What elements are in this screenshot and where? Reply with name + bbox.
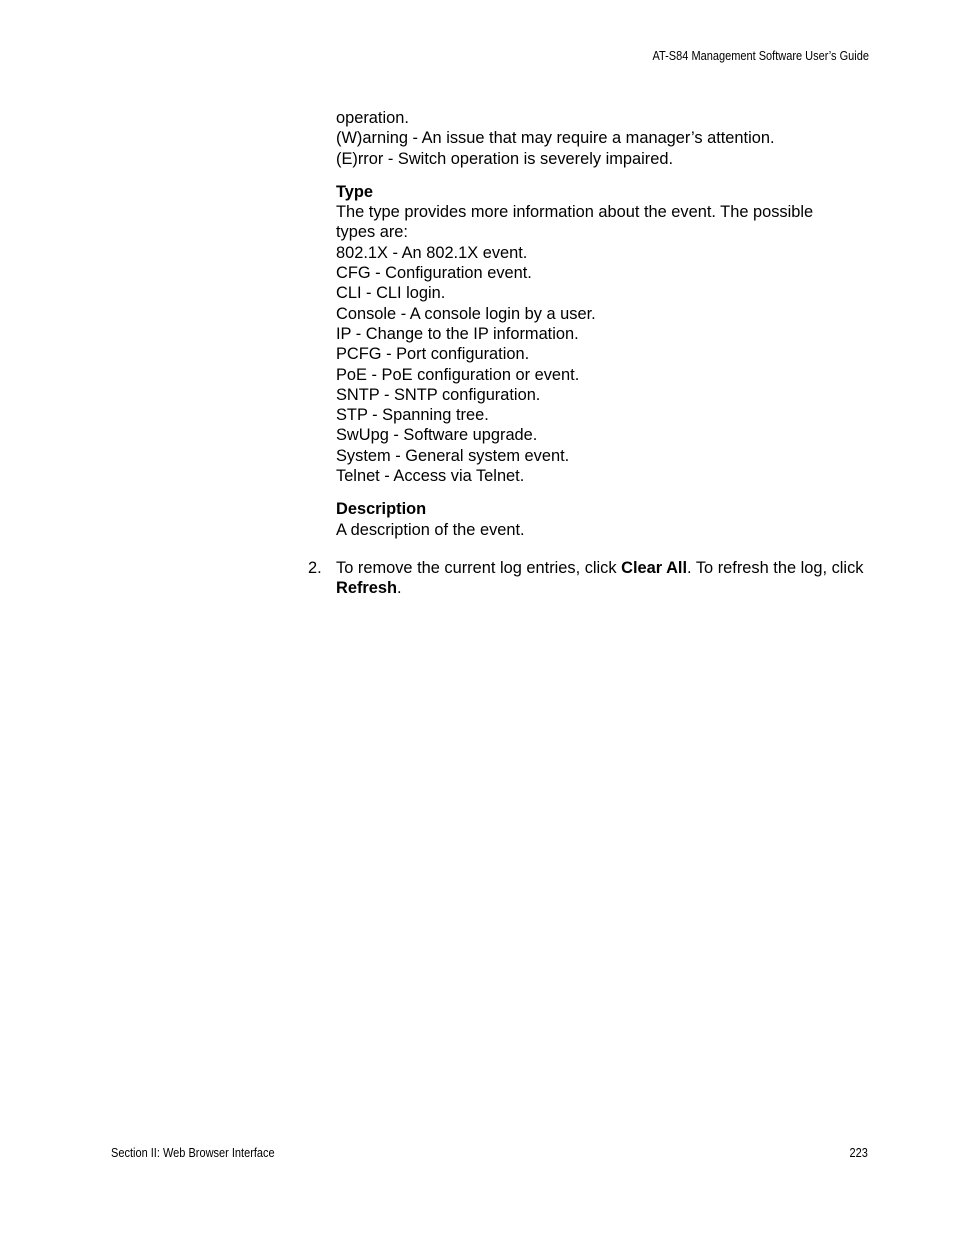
description-heading: Description — [336, 500, 427, 519]
type-item: SwUpg - Software upgrade. — [336, 426, 538, 445]
step-text-middle: . To refresh the log, click — [687, 559, 864, 577]
type-item: Console - A console login by a user. — [336, 304, 596, 323]
type-item: Telnet - Access via Telnet. — [336, 467, 525, 486]
refresh-label: Refresh — [336, 579, 398, 598]
type-item: SNTP - SNTP configuration. — [336, 385, 541, 404]
type-item: PoE - PoE configuration or event. — [336, 365, 580, 384]
type-item: CFG - Configuration event. — [336, 264, 532, 283]
type-item: IP - Change to the IP information. — [336, 324, 579, 343]
type-item: STP - Spanning tree. — [336, 406, 489, 425]
type-item: PCFG - Port configuration. — [336, 345, 530, 364]
clear-all-label: Clear All — [621, 559, 688, 577]
type-item: 802.1X - An 802.1X event. — [336, 243, 528, 262]
page-number: 223 — [849, 1146, 868, 1160]
severity-line: (W)arning - An issue that may require a manager’s attention. — [336, 129, 775, 148]
type-item: System - General system event. — [336, 446, 570, 465]
step-number: 2. — [308, 559, 322, 577]
description-text: A description of the event. — [336, 520, 525, 539]
severity-line: operation. — [336, 109, 409, 127]
type-item: CLI - CLI login. — [336, 284, 446, 303]
main-content — [336, 108, 866, 540]
step-2 — [308, 558, 868, 599]
type-intro: The type provides more information about the event. The possible types are: — [336, 203, 814, 242]
step-text-after: . — [397, 579, 402, 598]
footer-section: Section II: Web Browser Interface — [111, 1146, 275, 1160]
running-header: AT-S84 Management Software User’s Guide — [652, 49, 869, 63]
type-heading: Type — [336, 182, 374, 201]
severity-line: (E)rror - Switch operation is severely impaired. — [336, 149, 674, 168]
step-text — [336, 558, 868, 599]
step-text-before: To remove the current log entries, click — [336, 559, 622, 577]
